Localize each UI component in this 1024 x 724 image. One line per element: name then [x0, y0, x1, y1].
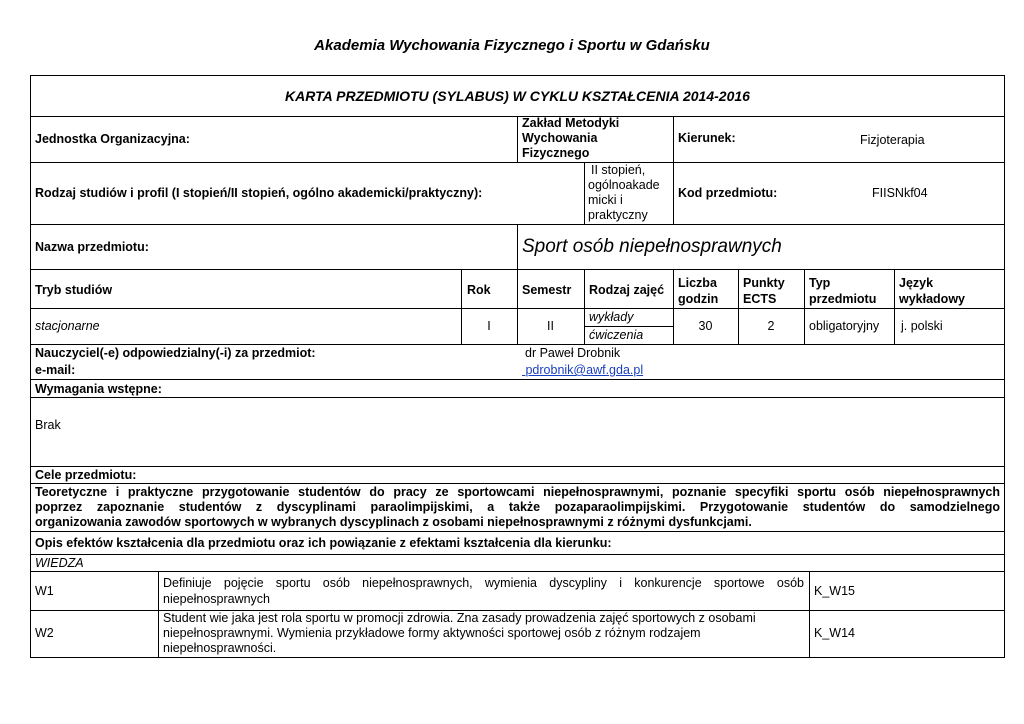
header-hours: Liczba godzin	[678, 276, 719, 306]
outcomes-category: WIEDZA	[35, 556, 84, 570]
outcome-code: K_W15	[814, 584, 855, 598]
outcome-description-line-3: niepełnosprawności.	[163, 641, 277, 655]
mode-value: stacjonarne	[35, 319, 100, 333]
teacher-name: dr Paweł Drobnik	[525, 346, 621, 360]
semester-value: II	[547, 319, 554, 333]
course-name-label: Nazwa przedmiotu:	[35, 240, 149, 254]
header-semester: Semestr	[522, 283, 572, 297]
goals-line-1: Teoretyczne i praktyczne przygotowanie studentów do pracy ze sportowcami niepełnosprawnymi, poznanie specyfiki sportu osób niepełnosprawnych	[35, 485, 1000, 499]
outcome-description-line-2: niepełnosprawnych	[163, 592, 271, 606]
requirements-value: Brak	[35, 418, 61, 432]
outcomes-label: Opis efektów kształcenia dla przedmiotu oraz ich powiązanie z efektami kształcenia dla kierunku:	[35, 536, 612, 550]
language-value: j. polski	[901, 319, 943, 333]
course-code-value: FIISNkf04	[872, 186, 928, 200]
card-title: KARTA PRZEDMIOTU (SYLABUS) W CYKLU KSZTAŁCENIA 2014-2016	[285, 88, 750, 104]
header-course-type: Typ przedmiotu	[809, 276, 877, 306]
goals-label: Cele przedmiotu:	[35, 468, 137, 482]
outcome-description-line-2: niepełnosprawnymi. Wymienia przykładowe formy aktywności sportowej osób z różnym rodzajem	[163, 626, 701, 640]
header-year: Rok	[467, 283, 491, 297]
hours-value: 30	[698, 319, 713, 333]
header-class-type: Rodzaj zajęć	[589, 283, 665, 297]
outcome-id: W1	[35, 584, 54, 598]
course-type-value: obligatoryjny	[809, 319, 880, 333]
field-label: Kierunek:	[678, 131, 736, 145]
year-value: I	[487, 319, 491, 333]
study-type-value: II stopień, ogólnoakade micki i praktyczny	[588, 163, 660, 222]
ects-value: 2	[767, 319, 775, 333]
course-code-label: Kod przedmiotu:	[678, 186, 778, 200]
outcome-id: W2	[35, 626, 54, 640]
outcome-description-line-1: Student wie jaka jest rola sportu w promocji zdrowia. Zna zasady prowadzenia zajęć sportowych z osobami	[163, 611, 756, 625]
course-name-value: Sport osób niepełnosprawnych	[522, 236, 782, 257]
class-type-exercises: ćwiczenia	[589, 328, 644, 342]
org-unit-label: Jednostka Organizacyjna:	[35, 132, 190, 146]
outcome-code: K_W14	[814, 626, 855, 640]
header-ects: Punkty ECTS	[743, 276, 785, 306]
org-unit-value: Zakład Metodyki Wychowania Fizycznego	[522, 116, 620, 160]
requirements-label: Wymagania wstępne:	[35, 382, 162, 396]
teacher-label: Nauczyciel(-e) odpowiedzialny(-i) za przedmiot:	[35, 346, 316, 360]
class-type-lectures: wykłady	[589, 310, 634, 324]
study-type-label: Rodzaj studiów i profil (I stopień/II stopień, ogólno akademicki/praktyczny):	[35, 186, 483, 200]
outcome-description-line-1: Definiuje pojęcie sportu osób niepełnosprawnych, wymienia dyscypliny i konkurencje sportowe osób	[163, 576, 804, 590]
header-language: Język wykładowy	[899, 276, 965, 306]
field-value: Fizjoterapia	[860, 133, 925, 147]
email-label: e-mail:	[35, 363, 76, 377]
institution-title: Akademia Wychowania Fizycznego i Sportu w Gdańsku	[314, 37, 710, 54]
goals-line-2: poprzez zapoznanie studentów z dyscyplinami paraolimpijskimi, a także pozaparaolimpijskimi. Przygotowanie studentów do samodzielnego	[35, 500, 1000, 514]
goals-line-3: organizowania zawodów sportowych w wybranych dyscyplinach z osobami niepełnosprawnymi z różnymi dysfunkcjami.	[35, 515, 752, 529]
email-link[interactable]: pdrobnik@awf.gda.pl	[525, 363, 644, 377]
header-mode: Tryb studiów	[35, 283, 113, 297]
